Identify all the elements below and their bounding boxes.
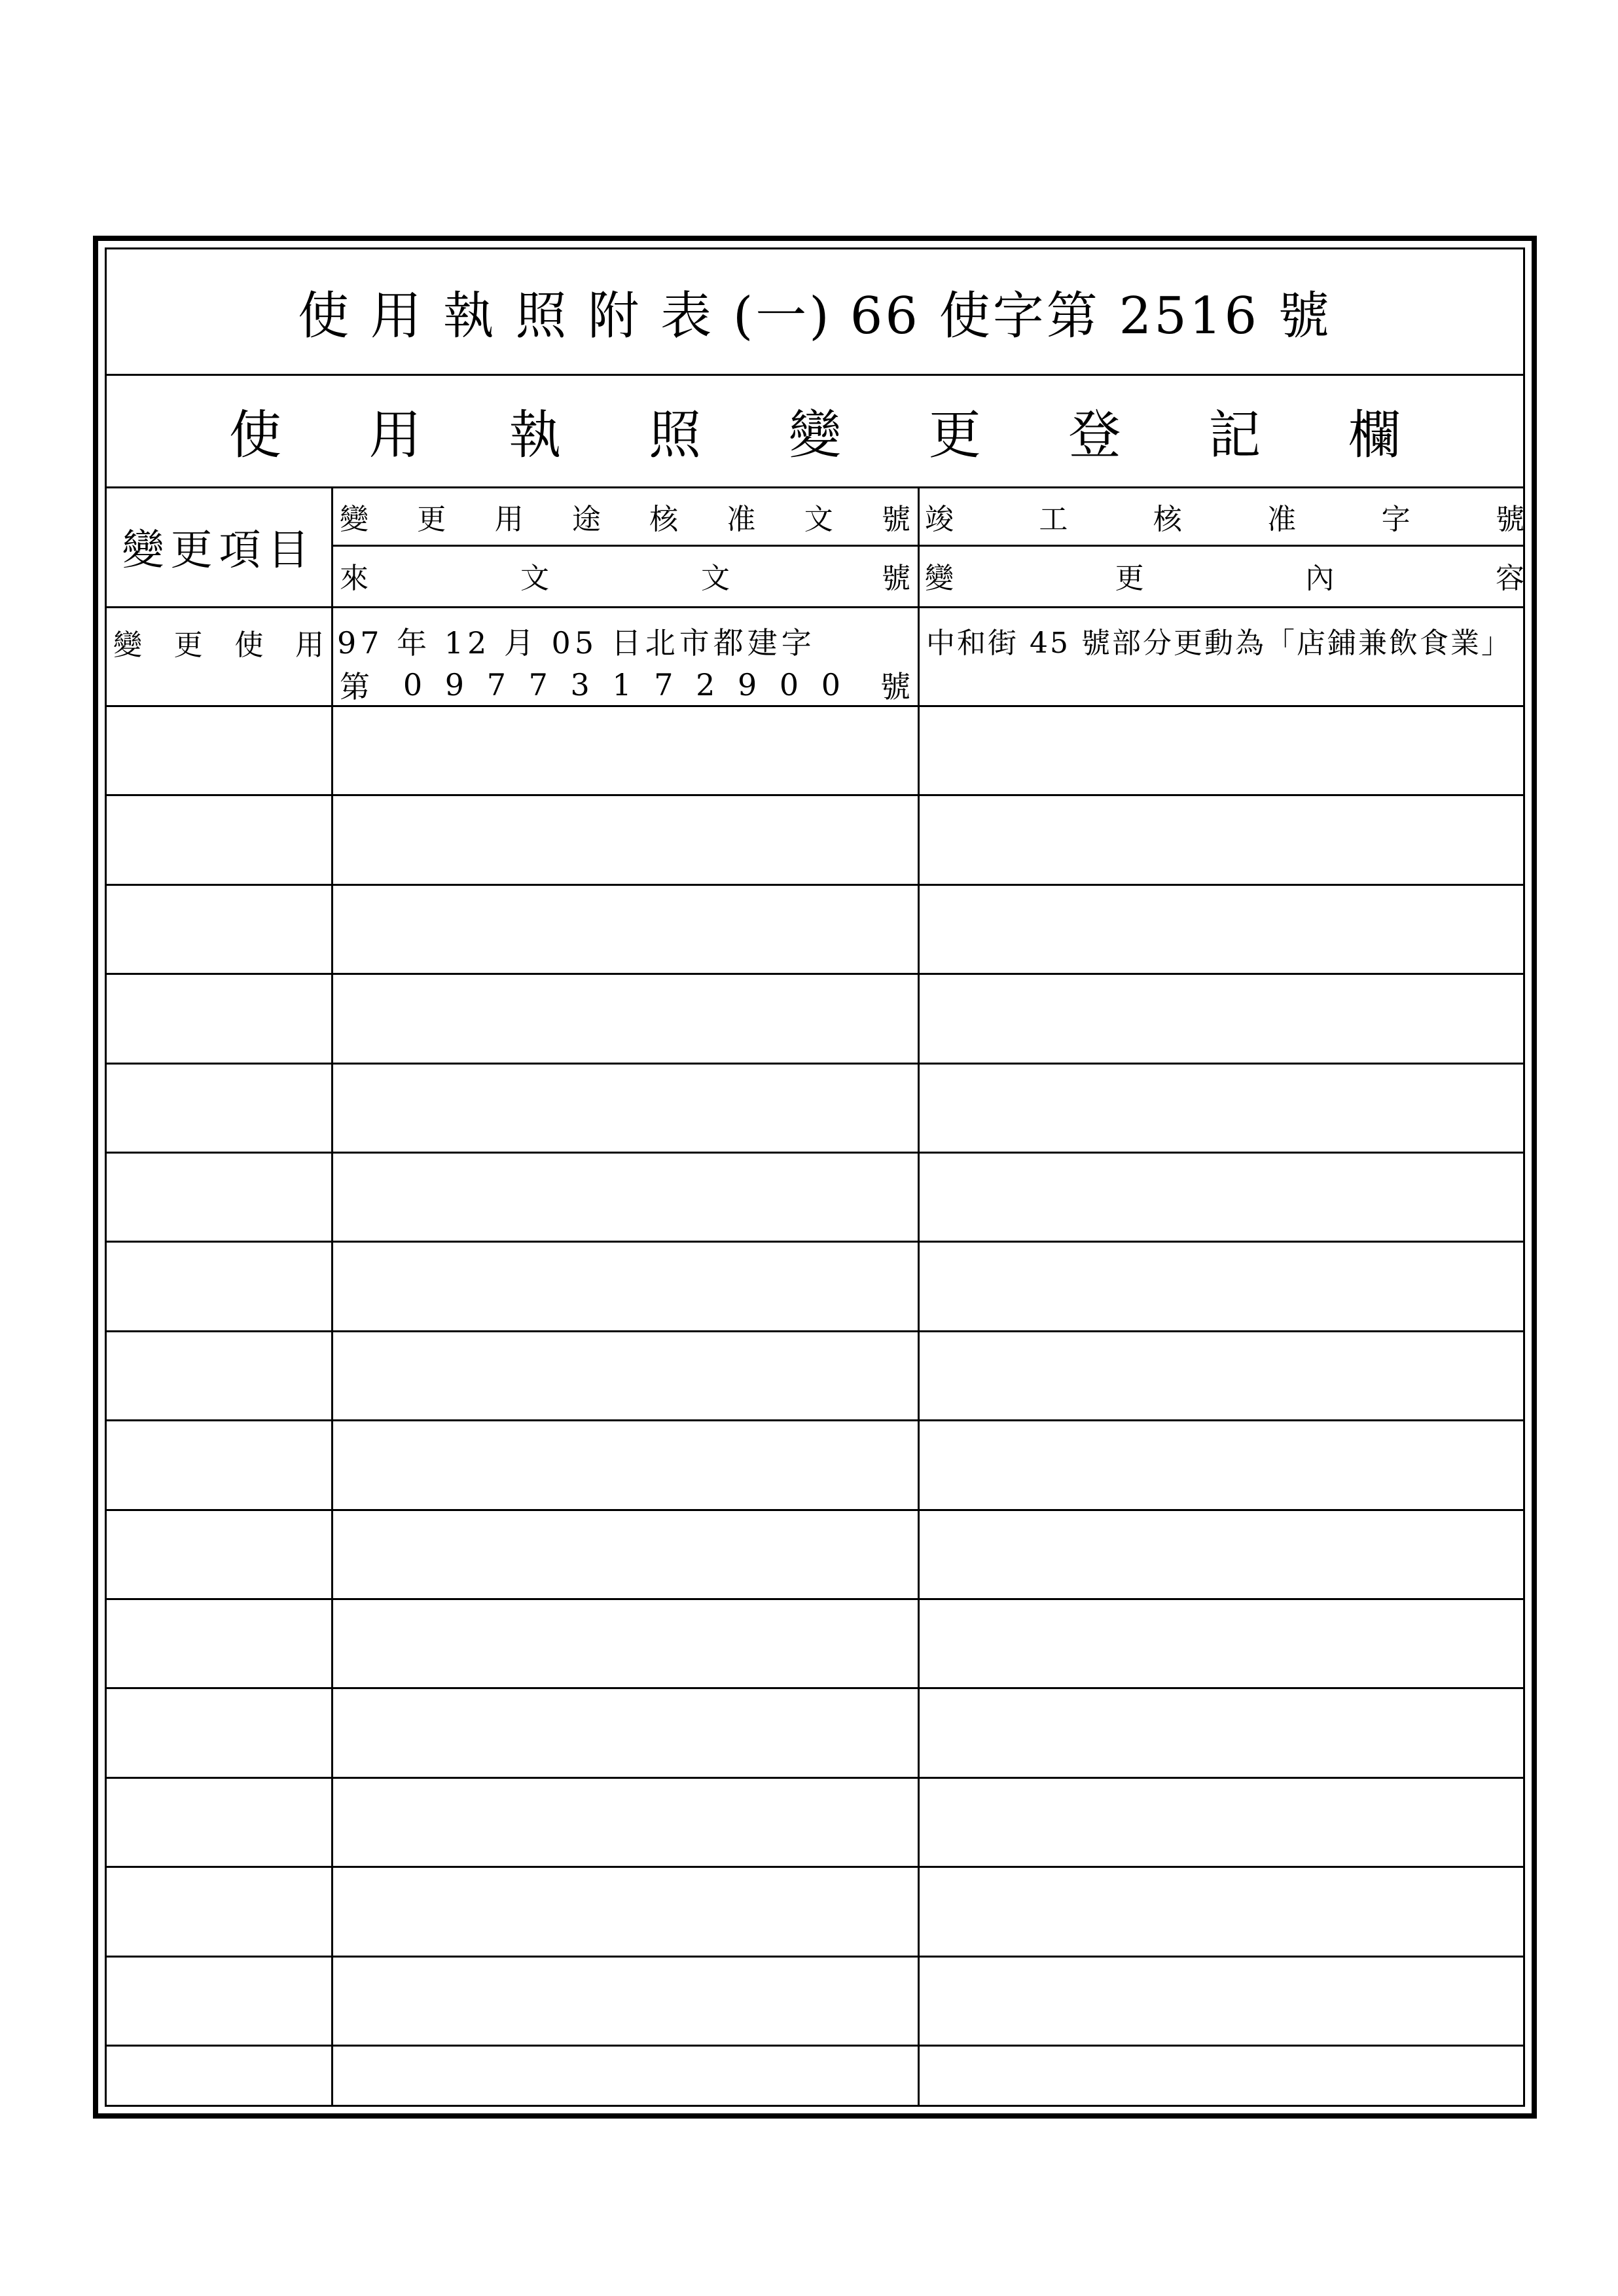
row-doc-number bbox=[337, 662, 913, 708]
header-char: 文 bbox=[804, 503, 833, 536]
row-divider bbox=[107, 973, 1523, 975]
section-heading bbox=[107, 374, 1523, 486]
header-char: 容 bbox=[1495, 562, 1524, 595]
row-char: 用 bbox=[295, 629, 324, 662]
row-divider bbox=[107, 1598, 1523, 1600]
row-divider bbox=[107, 1063, 1523, 1065]
subtitle-char: 登 bbox=[1068, 404, 1121, 465]
header-char: 用 bbox=[494, 503, 524, 536]
register-frame bbox=[93, 236, 1537, 2119]
header-char: 核 bbox=[649, 503, 679, 536]
row-char: 變 bbox=[113, 629, 142, 662]
doc-number-digits: 0 9 7 7 3 1 7 2 9 0 0 bbox=[403, 667, 848, 702]
header-char: 更 bbox=[417, 503, 446, 536]
divider bbox=[107, 705, 1523, 707]
column-divider bbox=[331, 486, 333, 2105]
header-change-item: 變更項目 bbox=[122, 526, 316, 575]
row-divider bbox=[107, 1866, 1523, 1868]
row-divider bbox=[107, 1956, 1523, 1958]
subtitle-char: 執 bbox=[509, 404, 562, 465]
register-table bbox=[105, 247, 1525, 2107]
subtitle-char: 照 bbox=[649, 404, 702, 465]
row-char: 使 bbox=[234, 629, 264, 662]
row-divider bbox=[107, 1152, 1523, 1154]
row-char: 更 bbox=[173, 629, 203, 662]
header-char: 變 bbox=[925, 562, 954, 595]
header-approval-no bbox=[337, 490, 913, 543]
row-divider bbox=[107, 794, 1523, 796]
header-char: 途 bbox=[571, 503, 601, 536]
row-divider bbox=[107, 884, 1523, 886]
subtitle-char: 變 bbox=[788, 404, 841, 465]
header-char: 來 bbox=[340, 562, 369, 595]
page-title bbox=[107, 249, 1523, 374]
title-prefix: 使 用 執 照 附 表 (一) bbox=[298, 287, 832, 346]
subtitle-char: 使 bbox=[228, 404, 281, 465]
row-change-item bbox=[111, 616, 327, 668]
row-divider bbox=[107, 1419, 1523, 1421]
header-char: 竣 bbox=[925, 503, 954, 536]
header-char: 更 bbox=[1115, 562, 1144, 595]
row-divider bbox=[107, 1509, 1523, 1511]
header-char: 文 bbox=[701, 562, 730, 595]
header-char: 號 bbox=[1495, 503, 1524, 536]
row-divider bbox=[107, 2045, 1523, 2047]
divider bbox=[331, 545, 1523, 547]
row-divider bbox=[107, 1687, 1523, 1689]
subtitle-char: 記 bbox=[1208, 404, 1261, 465]
header-char: 號 bbox=[882, 562, 910, 595]
row-doc-date: 97 年 12 月 05 日北市都建字 bbox=[337, 625, 816, 661]
subtitle-char: 更 bbox=[928, 404, 981, 465]
header-char: 文 bbox=[520, 562, 549, 595]
header-char: 核 bbox=[1153, 503, 1182, 536]
header-char: 號 bbox=[881, 503, 910, 536]
column-divider bbox=[918, 486, 920, 2105]
header-change-content bbox=[922, 549, 1527, 602]
header-char: 工 bbox=[1039, 503, 1068, 536]
header-char: 字 bbox=[1381, 503, 1411, 536]
header-char: 內 bbox=[1305, 562, 1335, 595]
divider bbox=[107, 606, 1523, 608]
row-change-content: 中和街 45 號部分更動為「店鋪兼飲食業」 bbox=[926, 627, 1512, 660]
row-divider bbox=[107, 1330, 1523, 1332]
row-divider bbox=[107, 1777, 1523, 1779]
subtitle-char: 欄 bbox=[1348, 404, 1401, 465]
header-incoming-no bbox=[337, 549, 913, 602]
header-char: 准 bbox=[727, 503, 756, 536]
subtitle-char: 用 bbox=[369, 404, 422, 465]
header-char: 准 bbox=[1267, 503, 1297, 536]
header-completion-no bbox=[922, 490, 1527, 543]
doc-number-prefix: 第 bbox=[340, 669, 370, 704]
header-char: 變 bbox=[340, 503, 369, 536]
row-divider bbox=[107, 1241, 1523, 1243]
title-number: 66 使字第 2516 號 bbox=[850, 287, 1332, 346]
doc-number-suffix: 號 bbox=[880, 669, 910, 704]
